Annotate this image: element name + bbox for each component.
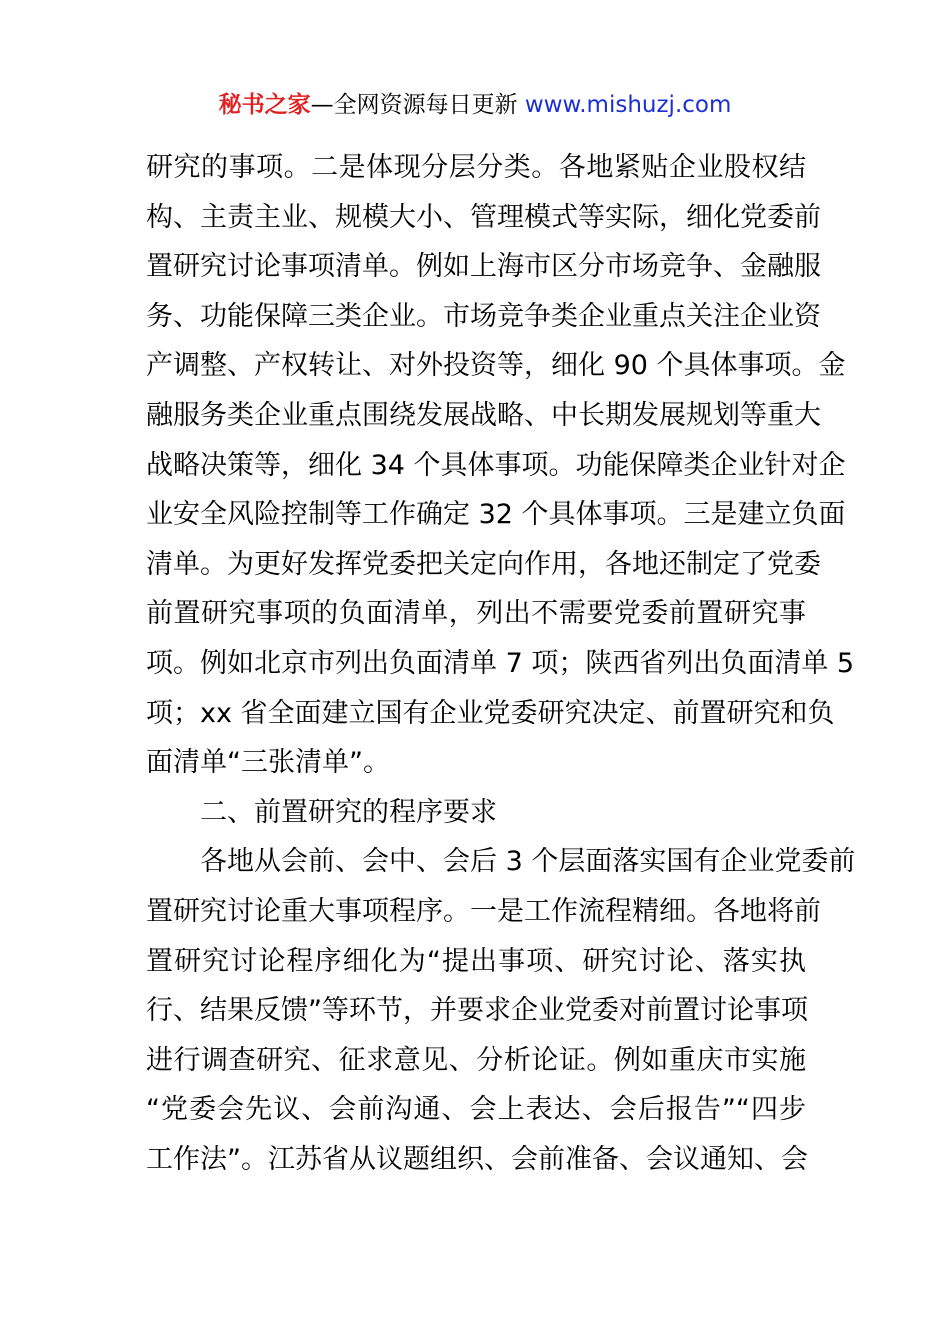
brand-name: 秘书之家 (218, 92, 311, 118)
text-line: “党委会先议、会前沟通、会上表达、会后报告”“四步 (146, 1094, 806, 1126)
text-line: 行、结果反馈”等环节，并要求企业党委对前置讨论事项 (146, 995, 808, 1027)
text-line: 战略决策等，细化 34 个具体事项。功能保障类企业针对企 (146, 449, 846, 481)
text-line: 构、主责主业、规模大小、管理模式等实际，细化党委前 (146, 201, 821, 233)
text-line: 进行调查研究、征求意见、分析论证。例如重庆市实施 (146, 1044, 806, 1076)
text-line: 融服务类企业重点围绕发展战略、中长期发展规划等重大 (146, 399, 821, 431)
page-header (0, 88, 950, 122)
text-line: 前置研究事项的负面清单，列出不需要党委前置研究事 (146, 598, 806, 630)
text-line: 置研究讨论程序细化为“提出事项、研究讨论、落实执 (146, 945, 806, 977)
document-body (146, 143, 856, 1184)
text-line: 清单。为更好发挥党委把关定向作用，各地还制定了党委 (146, 548, 821, 580)
text-line: 面清单“三张清单”。 (146, 747, 390, 779)
text-line: 项；xx 省全面建立国有企业党委研究决定、前置研究和负 (146, 697, 835, 729)
text-line: 工作法”。江苏省从议题组织、会前准备、会议通知、会 (146, 1143, 808, 1175)
text-line: 置研究讨论事项清单。例如上海市区分市场竞争、金融服 (146, 251, 821, 283)
text-line: 研究的事项。二是体现分层分类。各地紧贴企业股权结 (146, 152, 806, 183)
text-line: 置研究讨论重大事项程序。一是工作流程精细。各地将前 (146, 895, 821, 927)
section-heading: 二、前置研究的程序要求 (200, 796, 497, 828)
text-line: 各地从会前、会中、会后 3 个层面落实国有企业党委前 (200, 846, 856, 878)
text-line: 产调整、产权转让、对外投资等，细化 90 个具体事项。金 (146, 350, 846, 382)
text-line: 务、功能保障三类企业。市场竞争类企业重点关注企业资 (146, 300, 821, 332)
header-tagline: —全网资源每日更新 (310, 92, 525, 118)
text-line: 项。例如北京市列出负面清单 7 项；陕西省列出负面清单 5 (146, 647, 855, 679)
text-line: 业安全风险控制等工作确定 32 个具体事项。三是建立负面 (146, 499, 846, 531)
site-url-link[interactable]: www.mishuzj.com (524, 92, 732, 118)
